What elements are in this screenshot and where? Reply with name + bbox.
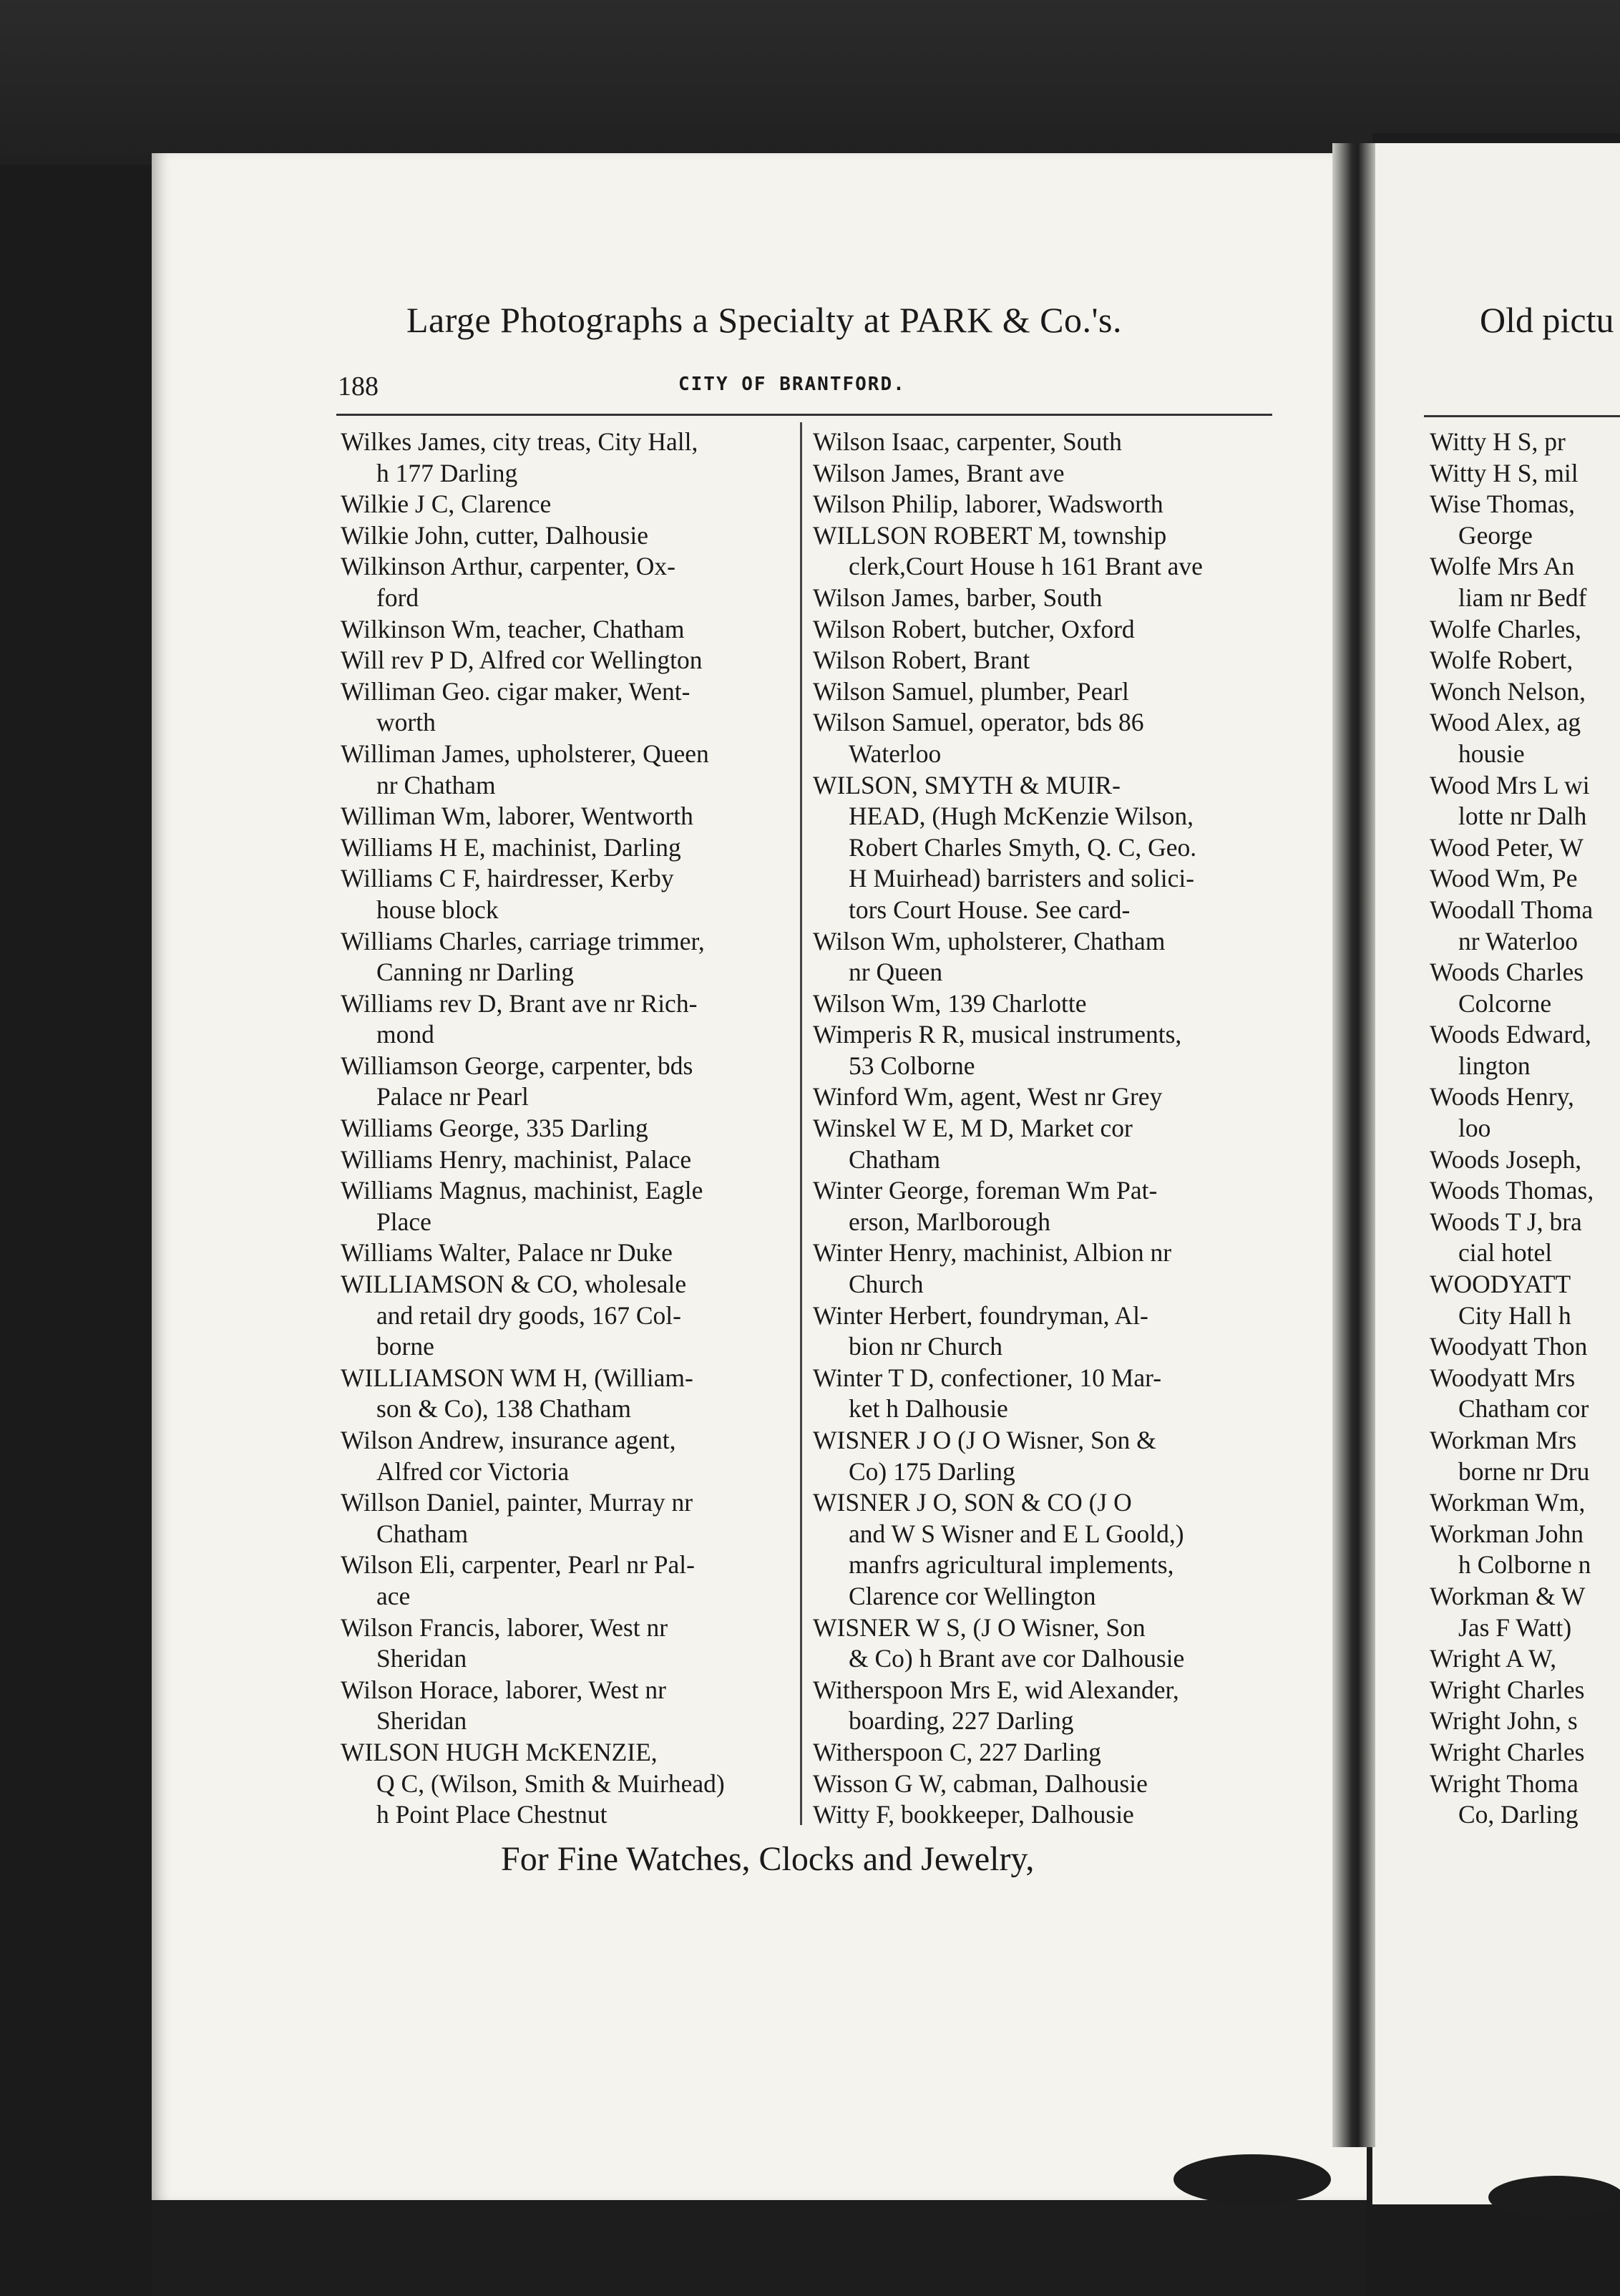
city-heading: CITY OF BRANTFORD. [678,374,906,395]
directory-entry-line: Jas F Watt) [1458,1612,1572,1642]
directory-entry-line: Palace nr Pearl [376,1082,529,1111]
scan-bottom-edge [152,2200,1367,2296]
directory-entry-line: Wilkie John, cutter, Dalhousie [341,520,648,550]
directory-entry-line: Q C, (Wilson, Smith & Muirhead) [376,1769,725,1798]
directory-entry-line: HEAD, (Hugh McKenzie Wilson, [849,802,1194,831]
directory-entry-line: Place [376,1207,431,1236]
directory-entry-line: WOODYATT [1430,1270,1571,1299]
directory-entry-line: ace [376,1581,411,1610]
page-number: 188 [338,371,379,402]
directory-entry-line: h 177 Darling [376,458,518,487]
directory-entry-line: Woods T J, bra [1430,1207,1582,1236]
book-gutter [1332,143,1375,2147]
directory-entry-line: borne [376,1332,434,1361]
directory-entry-line: ket h Dalhousie [849,1394,1008,1424]
directory-entry-line: Williams C F, hairdresser, Kerby [341,864,674,893]
directory-entry-line: Wilkinson Wm, teacher, Chatham [341,614,685,643]
directory-entry-line: tors Court House. See card- [849,895,1131,924]
directory-entry-line: Williams Magnus, machinist, Eagle [341,1176,703,1205]
directory-entry-line: Witty H S, mil [1430,458,1578,487]
directory-entry-line: Chatham [849,1144,941,1174]
directory-entry-line: Wilkes James, city treas, City Hall, [341,427,698,456]
directory-entry-line: housie [1458,739,1525,768]
directory-entry-line: WILSON, SMYTH & MUIR- [813,770,1121,799]
directory-entry-line: Willson Daniel, painter, Murray nr [341,1488,693,1517]
directory-entry-line: borne nr Dru [1458,1456,1590,1486]
directory-entry-line: WISNER W S, (J O Wisner, Son [813,1612,1146,1642]
directory-entry-line: boarding, 227 Darling [849,1706,1074,1736]
directory-entry-line: City Hall h [1458,1300,1571,1330]
directory-entry-line: and retail dry goods, 167 Col- [376,1300,681,1330]
directory-entry-line: Sheridan [376,1644,467,1673]
directory-entry-line: Alfred cor Victoria [376,1456,570,1486]
directory-entry-line: cial hotel [1458,1238,1553,1268]
directory-entry-line: and W S Wisner and E L Goold,) [849,1519,1184,1548]
directory-entry-line: Williams George, 335 Darling [341,1114,648,1143]
directory-entry-line: Wilson Andrew, insurance agent, [341,1426,676,1454]
directory-entry-line: Wolfe Charles, [1430,614,1582,643]
directory-entry-line: nr Queen [849,958,943,987]
left-column [341,427,725,1831]
directory-entry-line: Waterloo [849,739,942,768]
directory-entry-line: Winter T D, confectioner, 10 Mar- [813,1363,1162,1392]
directory-entry-line: lotte nr Dalh [1458,802,1587,831]
directory-entry-line: Wonch Nelson, [1430,676,1586,706]
directory-entry-line: WILLIAMSON & CO, wholesale [341,1270,687,1299]
directory-entry-line: Wilson Philip, laborer, Wadsworth [813,490,1163,519]
directory-entry-line: Wise Thomas, [1430,490,1575,519]
directory-entry-line: 53 Colborne [849,1051,975,1080]
directory-entry-line: Wilson Wm, 139 Charlotte [813,988,1087,1018]
directory-entry-line: Workman & W [1430,1581,1586,1610]
right-page-running-head: Old pictu [1480,300,1614,340]
directory-entry-line: George [1458,520,1533,550]
directory-entry-line: Wilson Eli, carpenter, Pearl nr Pal- [341,1550,695,1580]
directory-entry-line: Church [849,1270,924,1299]
directory-entry-line: WILLIAMSON WM H, (William- [341,1363,693,1392]
directory-entry-line: Colcorne [1458,988,1552,1018]
directory-entry-line: Workman Wm, [1430,1488,1586,1517]
running-head: Large Photographs a Specialty at PARK & Co.'s. [406,300,1123,340]
directory-entry-line: Wilson Samuel, operator, bds 86 [813,708,1144,737]
directory-entry-line: Wolfe Mrs An [1430,552,1575,581]
directory-entry-line: Winskel W E, M D, Market cor [813,1114,1133,1143]
directory-entry-line: Wilson Isaac, carpenter, South [813,427,1122,456]
directory-entry-line: Wood Peter, W [1430,832,1584,862]
directory-entry-line: Wilson Horace, laborer, West nr [341,1675,666,1704]
directory-entry-line: Wood Mrs L wi [1430,770,1590,799]
directory-entry-line: lington [1458,1051,1531,1080]
directory-entry-line: Williams Charles, carriage trimmer, [341,926,705,955]
directory-entry-line: Winter Henry, machinist, Albion nr [813,1238,1172,1268]
directory-entry-line: Clarence cor Wellington [849,1581,1096,1610]
directory-entry-line: Woods Edward, [1430,1020,1591,1049]
directory-entry-line: Wilson James, Brant ave [813,458,1065,487]
directory-entry-line: Woods Thomas, [1430,1176,1594,1205]
directory-entry-line: Witty H S, pr [1430,427,1566,456]
directory-entry-line: Wood Alex, ag [1430,708,1581,737]
directory-entry-line: WILLSON ROBERT M, township [813,520,1167,550]
directory-entry-line: Workman Mrs [1430,1426,1577,1454]
directory-entry-line: Wilson Robert, Brant [813,646,1030,675]
directory-entry-line: Winter Herbert, foundryman, Al- [813,1300,1148,1330]
directory-entry-line: Williman Geo. cigar maker, Went- [341,676,691,706]
directory-entry-line: Wilson Francis, laborer, West nr [341,1612,668,1642]
right-page-column [1430,427,1594,1831]
directory-entry-line: liam nr Bedf [1458,583,1587,612]
directory-entry-line: WILSON HUGH McKENZIE, [341,1737,658,1766]
directory-entry-line: Witty F, bookkeeper, Dalhousie [813,1800,1134,1829]
directory-entry-line: Wilkie J C, Clarence [341,490,552,519]
directory-entry-line: H Muirhead) barristers and solici- [849,864,1195,893]
directory-entry-line: Wimperis R R, musical instruments, [813,1020,1182,1049]
directory-entry-line: Wilkinson Arthur, carpenter, Ox- [341,552,675,581]
directory-entry-line: Winford Wm, agent, West nr Grey [813,1082,1163,1111]
directory-entry-line: & Co) h Brant ave cor Dalhousie [849,1644,1185,1673]
directory-entry-line: Williman James, upholsterer, Queen [341,739,709,768]
directory-entry-line: Co, Darling [1458,1800,1578,1829]
directory-entry-line: Williman Wm, laborer, Wentworth [341,802,693,831]
directory-entry-line: h Colborne n [1458,1550,1591,1580]
directory-entry-line: Robert Charles Smyth, Q. C, Geo. [849,832,1197,862]
directory-entry-line: Wright Charles [1430,1675,1585,1704]
directory-entry-line: Sheridan [376,1706,467,1736]
directory-entry-line: Chatham [376,1519,469,1548]
directory-entry-line: Williamson George, carpenter, bds [341,1051,693,1080]
directory-entry-line: Wright Charles [1430,1737,1585,1766]
directory-entry-line: Wilson Wm, upholsterer, Chatham [813,926,1166,955]
header-rule [336,414,1272,416]
ink-smudge [1173,2154,1331,2204]
directory-entry-line: Wolfe Robert, [1430,646,1573,675]
directory-entry-line: Wright A W, [1430,1644,1557,1673]
directory-entry-line: Witherspoon Mrs E, wid Alexander, [813,1675,1179,1704]
directory-entry-line: clerk,Court House h 161 Brant ave [849,552,1203,581]
right-page-header-rule [1424,415,1620,417]
directory-entry-line: WISNER J O (J O Wisner, Son & [813,1426,1156,1454]
directory-entry-line: Workman John [1430,1519,1584,1548]
directory-entry-line: Williams rev D, Brant ave nr Rich- [341,988,698,1018]
directory-entry-line: Woods Charles [1430,958,1584,987]
directory-entry-line: Chatham cor [1458,1394,1589,1424]
directory-entry-line: Wilson Samuel, plumber, Pearl [813,676,1129,706]
directory-entry-line: son & Co), 138 Chatham [376,1394,631,1424]
directory-entry-line: Woods Joseph, [1430,1144,1582,1174]
directory-entry-line: h Point Place Chestnut [376,1800,608,1829]
directory-entry-line: mond [376,1020,434,1049]
footer-advertisement: For Fine Watches, Clocks and Jewelry, [501,1840,1035,1878]
directory-entry-line: Williams H E, machinist, Darling [341,832,681,862]
directory-entry-line: ford [376,583,419,612]
directory-entry-line: Woodall Thoma [1430,895,1594,924]
directory-entry-line: manfrs agricultural implements, [849,1550,1174,1580]
directory-entry-line: bion nr Church [849,1332,1002,1361]
directory-entry-line: Wood Wm, Pe [1430,864,1578,893]
directory-entry-line: Wright John, s [1430,1706,1578,1736]
middle-column [813,427,1203,1831]
directory-entry-line: Williams Walter, Palace nr Duke [341,1238,673,1268]
directory-entry-line: Wilson Robert, butcher, Oxford [813,614,1135,643]
directory-entry-line: loo [1458,1114,1491,1143]
directory-entry-line: house block [376,895,499,924]
directory-entry-line: Wright Thoma [1430,1769,1578,1798]
directory-entry-line: nr Chatham [376,770,496,799]
directory-entry-line: Woods Henry, [1430,1082,1574,1111]
directory-entry-line: Co) 175 Darling [849,1456,1015,1486]
directory-entry-line: Canning nr Darling [376,958,575,987]
directory-entry-line: Witherspoon C, 227 Darling [813,1737,1101,1766]
directory-entry-line: worth [376,708,436,737]
directory-entry-line: Will rev P D, Alfred cor Wellington [341,646,703,675]
directory-entry-line: Wilson James, barber, South [813,583,1103,612]
directory-entry-line: WISNER J O, SON & CO (J O [813,1488,1132,1517]
directory-entry-line: Williams Henry, machinist, Palace [341,1144,692,1174]
ink-smudge [1488,2176,1620,2219]
directory-entry-line: erson, Marlborough [849,1207,1050,1236]
directory-entry-line: Woodyatt Mrs [1430,1363,1576,1392]
directory-entry-line: Wisson G W, cabman, Dalhousie [813,1769,1148,1798]
directory-entry-line: nr Waterloo [1458,926,1578,955]
directory-entry-line: Woodyatt Thon [1430,1332,1588,1361]
directory-entry-line: Winter George, foreman Wm Pat- [813,1176,1158,1205]
column-rule [800,422,802,1825]
